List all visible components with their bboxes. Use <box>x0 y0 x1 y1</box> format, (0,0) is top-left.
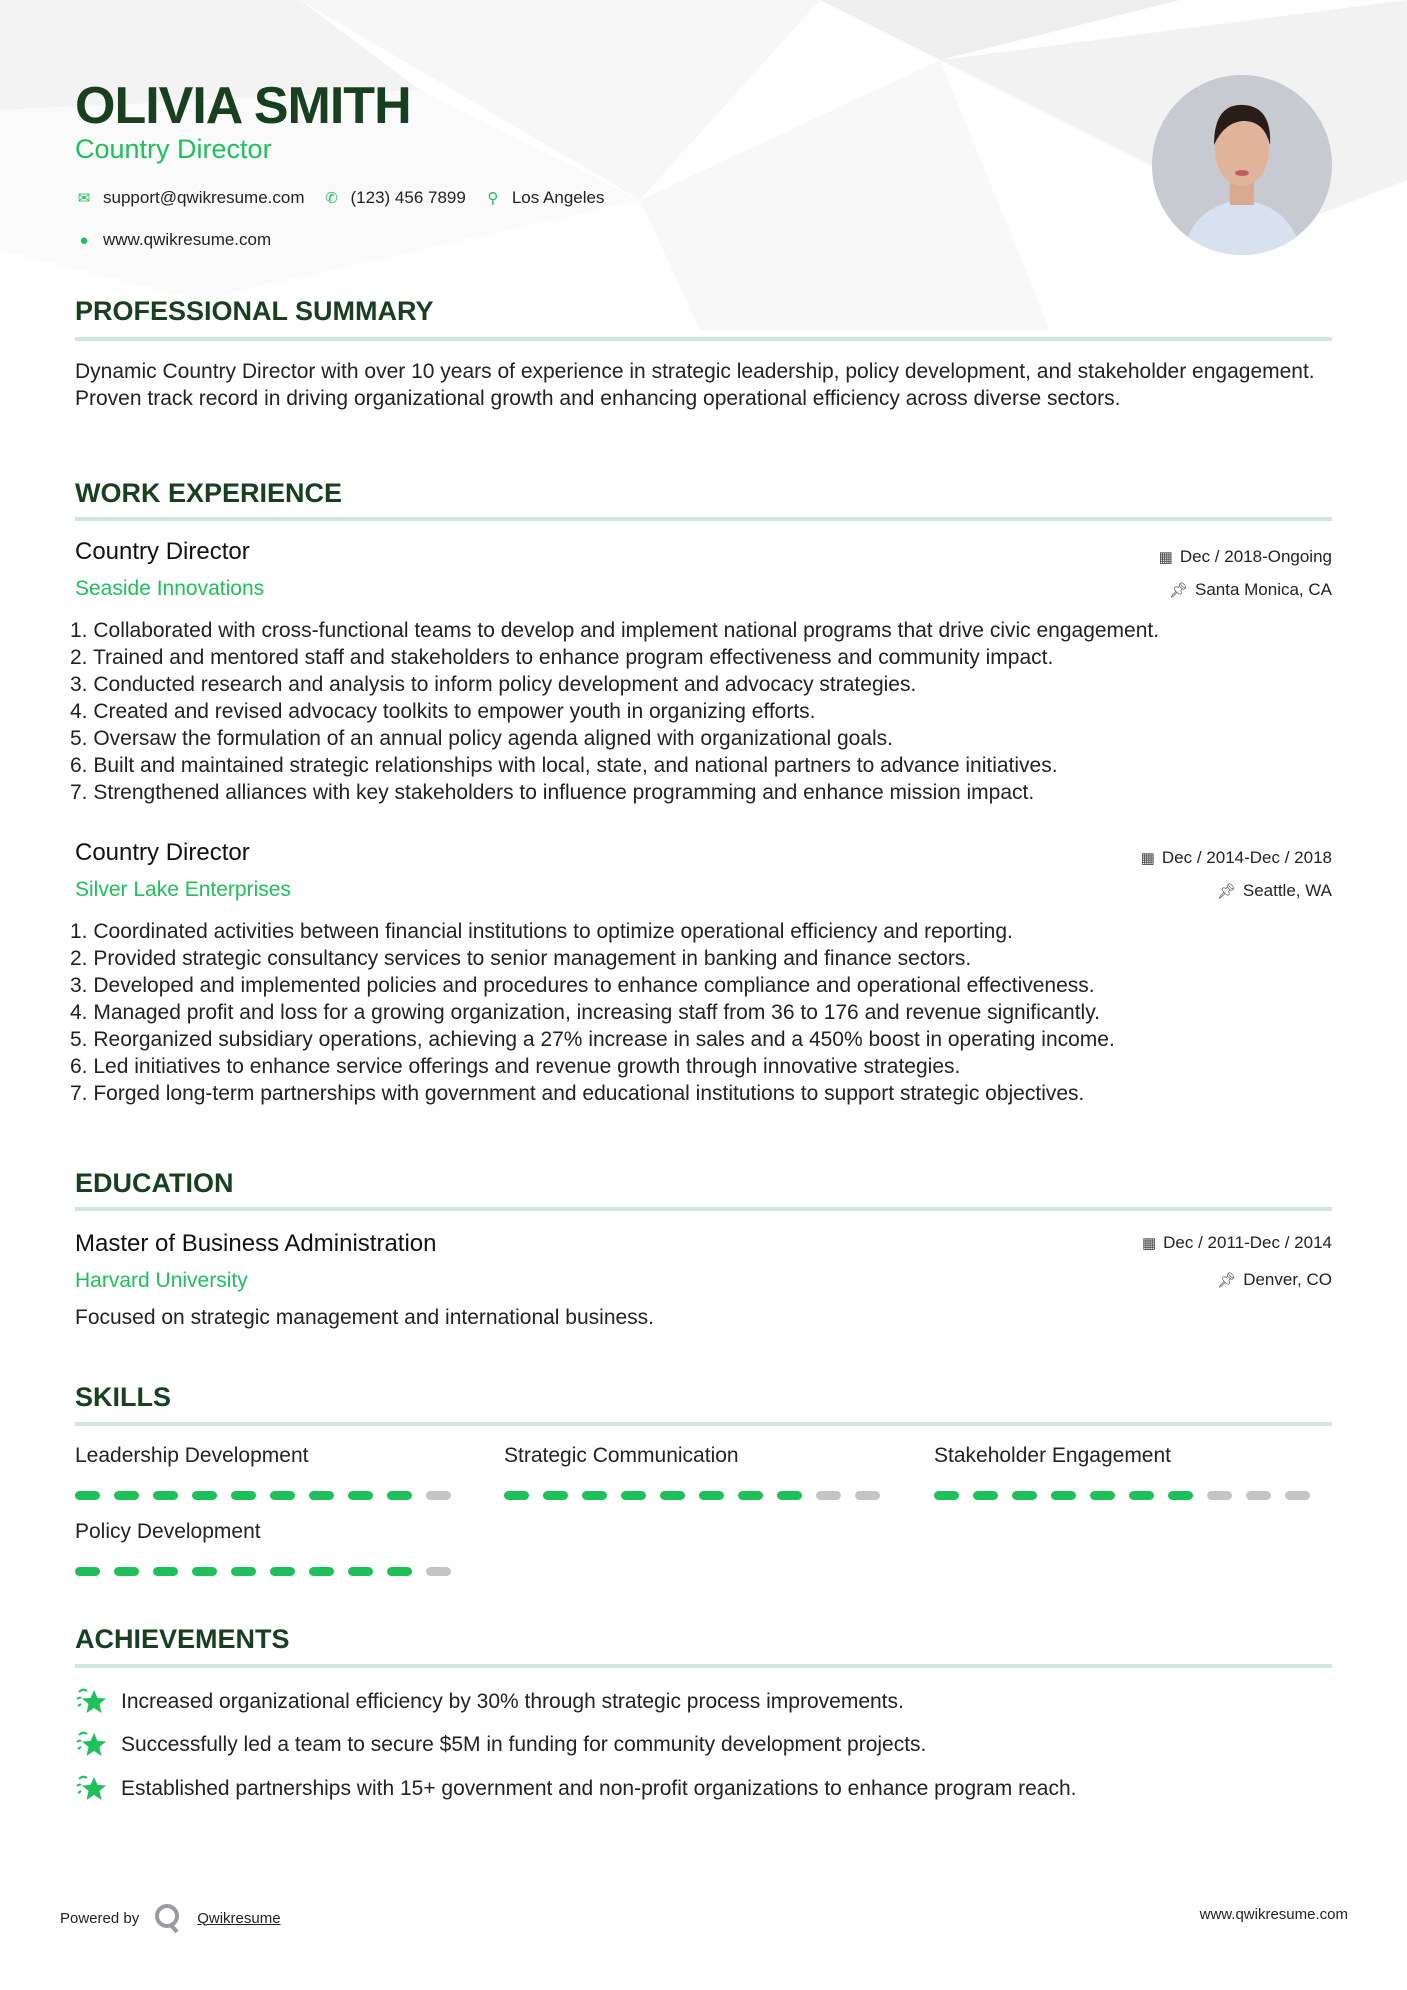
skill-dash-filled <box>504 1491 529 1500</box>
skill-level-bar <box>75 1491 451 1500</box>
footer-powered <box>60 1902 281 1934</box>
experience-divider <box>75 517 1332 521</box>
skill-dash-empty <box>426 1491 451 1500</box>
skill-dash-filled <box>738 1491 763 1500</box>
skill-dash-filled <box>582 1491 607 1500</box>
skill-dash-filled <box>348 1567 373 1576</box>
skill-dash-filled <box>231 1491 256 1500</box>
bullet-item: 1. Coordinated activities between financial institutions to optimize operational efficiency and reporting. <box>70 920 1013 943</box>
skill-name: Leadership Development <box>75 1444 309 1467</box>
skill-dash-empty <box>816 1491 841 1500</box>
bullet-item: 6. Built and maintained strategic relationships with local, state, and national partners to advance initiatives. <box>70 754 1058 777</box>
skill-dash-filled <box>192 1491 217 1500</box>
skill-dash-empty <box>426 1567 451 1576</box>
education-divider <box>75 1207 1332 1211</box>
skill-dash-filled <box>153 1491 178 1500</box>
bullet-item: 5. Oversaw the formulation of an annual policy agenda aligned with organizational goals. <box>70 727 894 750</box>
globe-icon: ● <box>79 231 89 249</box>
bullet-item: 4. Created and revised advocacy toolkits to empower youth in organizing efforts. <box>70 700 816 723</box>
skill-dash-filled <box>270 1491 295 1500</box>
achievement-item <box>75 1729 926 1761</box>
job-bullets <box>70 918 1350 1107</box>
calendar-icon: ▦ <box>1158 549 1173 566</box>
skill-level-bar <box>504 1491 880 1500</box>
pushpin-icon: 📌︎ <box>1216 883 1236 900</box>
skill-item <box>75 1444 451 1500</box>
education-heading: EDUCATION <box>75 1168 234 1198</box>
star-award-icon <box>75 1729 107 1761</box>
job-dates <box>1141 848 1332 868</box>
education-description: Focused on strategic management and international business. <box>75 1306 655 1329</box>
calendar-icon: ▦ <box>1141 1235 1157 1252</box>
job-location-text: Santa Monica, CA <box>1194 580 1332 599</box>
bullet-item: 1. Collaborated with cross-functional teams to develop and implement national programs that drive civic engagement. <box>70 619 1160 642</box>
job-role: Country Director <box>75 839 250 866</box>
skill-dash-filled <box>270 1567 295 1576</box>
skill-dash-filled <box>777 1491 802 1500</box>
phone-text: (123) 456 7899 <box>350 188 466 207</box>
summary-text: Dynamic Country Director with over 10 years of experience in strategic leadership, policy development, and stakeholder engagement. Proven track record in driving organizational growth and enhancing operational efficiency across diverse sectors. <box>75 360 1315 410</box>
skill-dash-empty <box>855 1491 880 1500</box>
skills-divider <box>75 1422 1332 1426</box>
bullet-item: 7. Strengthened alliances with key stakeholders to influence programming and enhance mission impact. <box>70 781 1035 804</box>
skill-dash-filled <box>543 1491 568 1500</box>
skill-item <box>934 1444 1310 1500</box>
education-dates <box>1142 1233 1332 1253</box>
skill-dash-empty <box>1246 1491 1271 1500</box>
footer-url[interactable]: www.qwikresume.com <box>1199 1906 1348 1923</box>
skill-dash-filled <box>1012 1491 1037 1500</box>
job-role: Country Director <box>75 538 250 565</box>
skill-dash-empty <box>1207 1491 1232 1500</box>
bullet-item: 5. Reorganized subsidiary operations, achieving a 27% increase in sales and a 450% boost in operating income. <box>70 1028 1115 1051</box>
profile-photo <box>1152 75 1332 255</box>
skill-dash-filled <box>153 1567 178 1576</box>
achievement-text: Established partnerships with 15+ government and non-profit organizations to enhance program reach. <box>121 1777 1077 1800</box>
job-dates-text: Dec / 2018-Ongoing <box>1179 547 1332 566</box>
email-link[interactable]: support@qwikresume.com <box>103 188 305 207</box>
bullet-item: 2. Provided strategic consultancy services to senior management in banking and finance sectors. <box>70 947 972 970</box>
job-dates-text: Dec / 2014-Dec / 2018 <box>1161 848 1332 867</box>
powered-by-text: Powered by <box>60 1909 140 1927</box>
skill-dash-filled <box>348 1491 373 1500</box>
email-icon: ✉ <box>77 190 91 207</box>
skill-dash-filled <box>699 1491 724 1500</box>
achievement-item <box>75 1686 904 1718</box>
qwikresume-logo-icon <box>153 1902 183 1934</box>
skill-dash-filled <box>114 1491 139 1500</box>
skill-dash-filled <box>192 1567 217 1576</box>
skill-dash-filled <box>973 1491 998 1500</box>
skills-heading: SKILLS <box>75 1382 172 1412</box>
location-pin-icon: ⚲ <box>487 190 499 207</box>
skill-name: Policy Development <box>75 1520 261 1543</box>
education-location-text: Denver, CO <box>1243 1270 1332 1289</box>
location-text: Los Angeles <box>511 188 605 207</box>
skill-name: Strategic Communication <box>504 1444 739 1467</box>
candidate-title: Country Director <box>75 134 272 164</box>
skill-dash-filled <box>934 1491 959 1500</box>
experience-heading: WORK EXPERIENCE <box>75 478 343 508</box>
job-location <box>1169 580 1332 600</box>
job-location <box>1217 881 1332 901</box>
job-bullets <box>70 617 1350 806</box>
job-dates <box>1159 547 1332 567</box>
summary-divider <box>75 337 1332 341</box>
star-award-icon <box>75 1686 107 1718</box>
achievements-divider <box>75 1664 1332 1668</box>
pushpin-icon: 📌︎ <box>1217 1272 1237 1289</box>
candidate-name: OLIVIA SMITH <box>75 77 411 135</box>
phone-icon: ✆ <box>325 190 338 207</box>
calendar-icon: ▦ <box>1140 850 1155 867</box>
skill-dash-filled <box>1051 1491 1076 1500</box>
achievement-text: Successfully led a team to secure $5M in funding for community development projects. <box>121 1733 927 1756</box>
skill-dash-filled <box>75 1491 100 1500</box>
school: Harvard University <box>75 1269 248 1292</box>
skill-dash-filled <box>387 1491 412 1500</box>
achievement-text: Increased organizational efficiency by 30% through strategic process improvements. <box>121 1690 904 1713</box>
website-link[interactable]: www.qwikresume.com <box>103 230 272 249</box>
job-company: Seaside Innovations <box>75 577 265 600</box>
education-location <box>1217 1270 1332 1290</box>
qwikresume-link[interactable]: Qwikresume <box>197 1909 281 1927</box>
job-company: Silver Lake Enterprises <box>75 878 291 901</box>
skill-dash-filled <box>660 1491 685 1500</box>
job-location-text: Seattle, WA <box>1242 881 1332 900</box>
skill-level-bar <box>934 1491 1310 1500</box>
bullet-item: 3. Conducted research and analysis to inform policy development and advocacy strategies. <box>70 673 917 696</box>
contact-row <box>75 188 604 208</box>
skill-dash-filled <box>1090 1491 1115 1500</box>
skill-item <box>504 1444 880 1500</box>
degree: Master of Business Administration <box>75 1230 437 1257</box>
bullet-item: 3. Developed and implemented policies and procedures to enhance compliance and operational effectiveness. <box>70 974 1095 997</box>
bullet-item: 4. Managed profit and loss for a growing organization, increasing staff from 36 to 176 and revenue significantly. <box>70 1001 1100 1024</box>
bullet-item: 7. Forged long-term partnerships with government and educational institutions to support strategic objectives. <box>70 1082 1085 1105</box>
skill-level-bar <box>75 1567 451 1576</box>
skill-dash-filled <box>621 1491 646 1500</box>
skill-item <box>75 1520 451 1576</box>
skill-name: Stakeholder Engagement <box>934 1444 1171 1467</box>
skill-dash-filled <box>387 1567 412 1576</box>
skill-dash-filled <box>75 1567 100 1576</box>
summary-heading: PROFESSIONAL SUMMARY <box>75 296 434 326</box>
pushpin-icon: 📌︎ <box>1168 582 1188 599</box>
skill-dash-filled <box>231 1567 256 1576</box>
achievements-heading: ACHIEVEMENTS <box>75 1624 290 1654</box>
achievement-item <box>75 1773 1077 1805</box>
skill-dash-filled <box>114 1567 139 1576</box>
skill-dash-filled <box>309 1567 334 1576</box>
skill-dash-empty <box>1285 1491 1310 1500</box>
website-row <box>75 230 271 250</box>
bullet-item: 6. Led initiatives to enhance service offerings and revenue growth through innovative strategies. <box>70 1055 961 1078</box>
education-dates-text: Dec / 2011-Dec / 2014 <box>1163 1233 1332 1252</box>
skill-dash-filled <box>1129 1491 1154 1500</box>
bullet-item: 2. Trained and mentored staff and stakeholders to enhance program effectiveness and community impact. <box>70 646 1054 669</box>
skill-dash-filled <box>1168 1491 1193 1500</box>
skill-dash-filled <box>309 1491 334 1500</box>
star-award-icon <box>75 1773 107 1805</box>
